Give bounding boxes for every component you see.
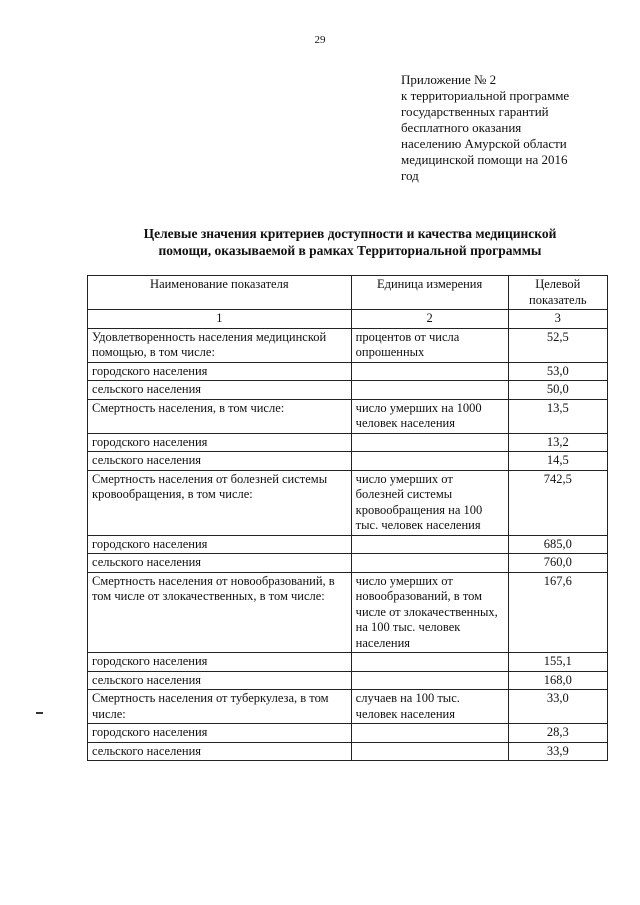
document-title <box>90 225 610 259</box>
target-value-cell: 760,0 <box>508 554 607 573</box>
target-value-cell: 50,0 <box>508 381 607 400</box>
header-target-value: Целевой показатель <box>508 276 607 310</box>
indicator-name-cell: сельского населения <box>88 671 352 690</box>
title-line: помощи, оказываемой в рамках Территориальной программы <box>158 243 542 258</box>
indicator-name-cell: городского населения <box>88 653 352 672</box>
target-value-cell: 52,5 <box>508 328 607 362</box>
target-value-cell: 685,0 <box>508 535 607 554</box>
appendix-line: Приложение № 2 <box>401 72 497 87</box>
indicator-name-cell: Смертность населения от новообразований, в том числе от злокачественных, в том числе: <box>88 572 352 653</box>
unit-cell: число умерших от новообразований, в том числе от злокачественных, на 100 тыс. человек населения <box>351 572 508 653</box>
column-number-row <box>88 310 608 329</box>
unit-cell <box>351 433 508 452</box>
unit-cell <box>351 742 508 761</box>
table-row <box>88 554 608 573</box>
header-unit: Единица измерения <box>351 276 508 310</box>
unit-cell <box>351 452 508 471</box>
unit-cell <box>351 724 508 743</box>
table-row <box>88 671 608 690</box>
unit-cell <box>351 671 508 690</box>
table-row <box>88 470 608 535</box>
header-indicator-name: Наименование показателя <box>88 276 352 310</box>
page-number: 29 <box>314 34 326 46</box>
indicator-name-cell: городского населения <box>88 724 352 743</box>
table-row <box>88 724 608 743</box>
appendix-line: год <box>401 168 419 183</box>
table-row <box>88 399 608 433</box>
indicator-name-cell: сельского населения <box>88 452 352 471</box>
appendix-block <box>401 72 611 184</box>
appendix-line: медицинской помощи на 2016 <box>401 152 568 167</box>
column-number: 1 <box>88 310 352 329</box>
table-row <box>88 572 608 653</box>
target-value-cell: 13,2 <box>508 433 607 452</box>
indicator-name-cell: городского населения <box>88 433 352 452</box>
target-value-cell: 28,3 <box>508 724 607 743</box>
indicator-name-cell: сельского населения <box>88 381 352 400</box>
table-row <box>88 381 608 400</box>
target-value-cell: 167,6 <box>508 572 607 653</box>
unit-cell <box>351 554 508 573</box>
unit-cell <box>351 362 508 381</box>
table-row <box>88 742 608 761</box>
unit-cell: число умерших от болезней системы кровообращения на 100 тыс. человек населения <box>351 470 508 535</box>
target-value-cell: 13,5 <box>508 399 607 433</box>
indicator-name-cell: сельского населения <box>88 742 352 761</box>
appendix-line: бесплатного оказания <box>401 120 522 135</box>
indicator-name-cell: городского населения <box>88 362 352 381</box>
table-header-row <box>88 276 608 310</box>
appendix-line: государственных гарантий <box>401 104 549 119</box>
indicator-name-cell: Смертность населения от болезней системы кровообращения, в том числе: <box>88 470 352 535</box>
table-row <box>88 653 608 672</box>
column-number: 3 <box>508 310 607 329</box>
indicator-name-cell: сельского населения <box>88 554 352 573</box>
indicator-name-cell: городского населения <box>88 535 352 554</box>
target-value-cell: 155,1 <box>508 653 607 672</box>
target-value-cell: 33,9 <box>508 742 607 761</box>
indicator-name-cell: Смертность населения, в том числе: <box>88 399 352 433</box>
target-value-cell: 742,5 <box>508 470 607 535</box>
scan-mark <box>36 712 43 714</box>
appendix-line: населению Амурской области <box>401 136 567 151</box>
unit-cell <box>351 381 508 400</box>
criteria-table <box>87 275 608 761</box>
unit-cell: случаев на 100 тыс. человек населения <box>351 690 508 724</box>
indicator-name-cell: Удовлетворенность населения медицинской помощью, в том числе: <box>88 328 352 362</box>
table-row <box>88 535 608 554</box>
table-row <box>88 690 608 724</box>
table-row <box>88 328 608 362</box>
indicator-name-cell: Смертность населения от туберкулеза, в том числе: <box>88 690 352 724</box>
table-row <box>88 452 608 471</box>
appendix-line: к территориальной программе <box>401 88 570 103</box>
column-number: 2 <box>351 310 508 329</box>
table-row <box>88 433 608 452</box>
target-value-cell: 33,0 <box>508 690 607 724</box>
unit-cell <box>351 535 508 554</box>
table-row <box>88 362 608 381</box>
table-body <box>88 328 608 761</box>
unit-cell: число умерших на 1000 человек населения <box>351 399 508 433</box>
target-value-cell: 168,0 <box>508 671 607 690</box>
unit-cell: процентов от числа опрошенных <box>351 328 508 362</box>
unit-cell <box>351 653 508 672</box>
target-value-cell: 14,5 <box>508 452 607 471</box>
target-value-cell: 53,0 <box>508 362 607 381</box>
title-line: Целевые значения критериев доступности и качества медицинской <box>143 226 557 241</box>
